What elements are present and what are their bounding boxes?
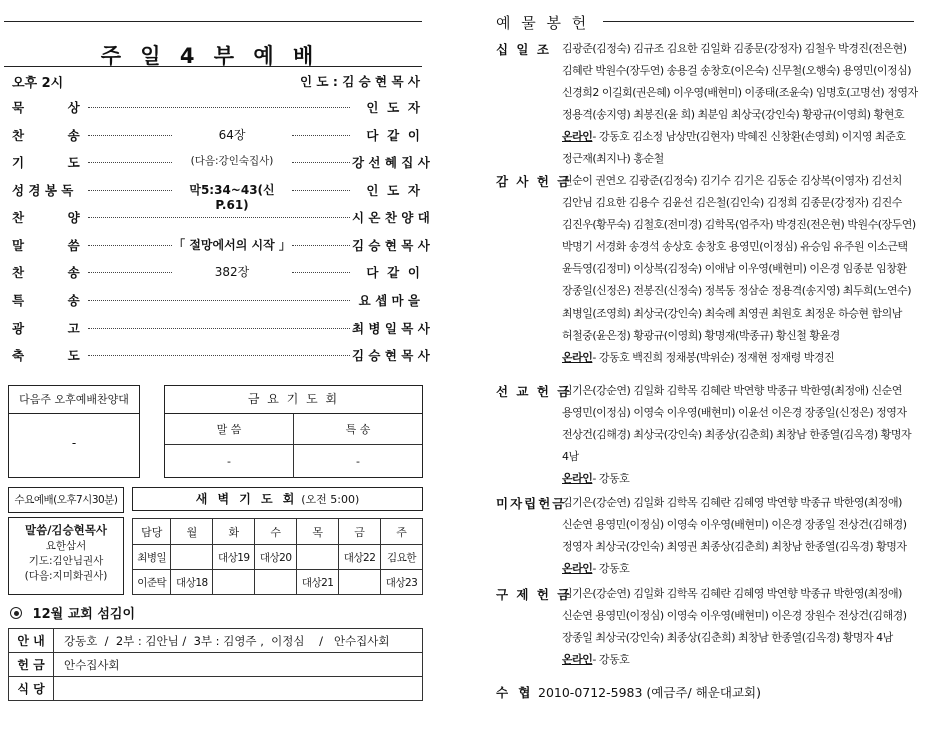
friday-val-sermon: - [165,444,294,478]
dawn-header-cell: 목 [297,519,339,545]
order-item: 「 절망에서의 시작 」 [173,238,291,252]
order-person: 최 병 일 목 사 [352,321,430,336]
team-label: 안 내 [9,629,54,653]
order-person: 시 온 찬 양 대 [352,210,430,225]
online-label: 온라인 [562,350,593,364]
order-item: (다음:강인숙집사) [190,155,274,167]
offering-online-line [562,649,914,671]
order-label: 기 도 [12,155,80,170]
order-person: 김 승 현 목 사 [352,348,430,363]
team-value: 강동호 / 2부 : 김안님 / 3부 : 김영주 , 이정심 / 안수집사회 [54,629,423,653]
dawn-cell: 대상19 [213,545,255,570]
order-person: 인 도 자 [366,100,420,115]
online-label: 온라인 [562,562,593,576]
team-label: 헌 금 [9,653,54,677]
leader-dots [88,135,172,136]
team-label: 식 당 [9,677,54,701]
friday-col-sermon: 말 씀 [165,414,294,444]
online-names: - 강동호 [592,562,630,576]
next-choir-title: 다음주 오후예배찬양대 [9,386,139,414]
offering-line: 정근재(최지나) 홍순철 [562,152,664,166]
dawn-cell [339,570,381,595]
order-person: 다 같 이 [366,265,420,280]
dawn-cell [171,545,213,570]
radio-bullet-icon [10,607,22,619]
offering-line: 김광준(김정숙) 김규조 김요한 김일화 김종문(강정자) 김철우 박경진(전은현) [562,42,907,55]
dawn-header-cell: 담당 [133,519,171,545]
offering-title: 예 물 봉 헌 [496,14,590,32]
leader-dots [88,162,172,163]
offering-online-line [562,558,914,580]
offering-category: 감 사 헌 금 [496,174,572,189]
offering-names [562,583,914,671]
leader-dots [88,355,350,356]
friday-col-special: 특 송 [294,414,423,444]
order-item: 382장 [214,265,250,279]
dawn-cell: 최병일 [133,545,171,570]
offering-names [562,380,914,490]
order-label: 광 고 [12,321,80,336]
dawn-cell: 대상21 [297,570,339,595]
friday-prayer-box [164,385,423,478]
order-label: 성 경 봉 독 [12,183,74,198]
offering-line: 김기은(강순연) 김일화 김학목 김혜란 박연향 박종규 박한영(최정애) 신순연 [562,384,902,397]
dawn-cell [255,570,297,595]
leader-dots [88,328,350,329]
leader-dots [88,190,172,191]
order-person: 요 셉 마 을 [358,293,420,308]
team-value [54,677,423,701]
offering-online-line [562,468,914,490]
top-rule-left [4,21,422,22]
online-label: 온라인 [562,653,593,667]
order-person: 김 승 현 목 사 [352,238,430,253]
top-rule-right [603,21,914,22]
offering-category: 십 일 조 [496,42,551,57]
leader-dots [292,135,350,136]
order-item: 막5:34~43(신 P.61) [189,183,275,212]
service-time: 오후 2시 [12,76,64,91]
order-person: 인 도 자 [366,183,420,198]
offering-names [562,170,914,369]
offering-line: 장종일(신정은) 전봉진(신정숙) 정복동 정삼순 정용격(송지영) 최두희(노연수) [562,284,912,298]
offering-line: 윤득영(김정미) 이상복(김정숙) 이애남 이우영(배현미) 이은경 임종분 임창환 [562,262,907,276]
online-names: - 강동호 김소정 남상만(김현자) 박혜진 신창환(손영희) 이지영 최준호 [592,130,906,144]
dawn-cell: 대상22 [339,545,381,570]
order-row [12,263,420,285]
order-person: 강 선 혜 집 사 [352,155,430,170]
order-label: 말 씀 [12,238,80,253]
next-choir-box [8,385,140,478]
online-names: - 강동호 [592,472,630,486]
dawn-header-cell: 금 [339,519,381,545]
dawn-cell: 대상20 [255,545,297,570]
offering-online-line [562,126,914,148]
leader-dots [88,272,172,273]
next-choir-value: - [71,436,77,450]
offering-line: 신경희2 이길회(권은혜) 이우영(배현미) 이종태(조윤숙) 임명호(고명선) 정영자 [562,86,918,100]
order-label: 축 도 [12,348,80,363]
offering-category: 선 교 헌 금 [496,384,572,399]
dawn-prayer-table [132,518,423,595]
offering-line: 김진우(황무숙) 김철호(전미경) 김학목(엄주자) 박경진(전은현) 박원수(장두연) [562,218,916,232]
service-team-table [8,628,423,701]
dawn-cell: 이준탁 [133,570,171,595]
offering-line: 박명기 서경화 송경석 송상호 송창호 용영민(이정심) 유승임 유주원 이소근택 [562,240,908,254]
offering-line: 장종일 최상국(강인숙) 최종상(김춘희) 최창남 한종열(김옥경) 황명자 4남 [562,631,893,645]
dawn-cell [213,570,255,595]
title-rule [4,66,422,67]
leader-dots [292,162,350,163]
offering-line: 김기은(강순연) 김일화 김학목 김혜란 김혜영 박연향 박종규 박한영(최정애) [562,587,902,600]
offering-category: 미자립헌금 [496,496,567,511]
order-label: 묵 상 [12,100,80,115]
offering-line: 신순연 용영민(이정심) 이영숙 이우영(배현미) 이은경 장종일 전상건(김해경) [562,518,907,532]
service-team-title: 12월 교회 섬김이 [32,607,136,622]
order-row [12,291,420,313]
leader-dots [88,300,350,301]
order-person: 다 같 이 [366,128,420,143]
order-row [12,236,430,258]
offering-category: 구 제 헌 금 [496,587,572,602]
order-row [12,153,430,175]
wednesday-next: (다음:지미화권사) [24,570,108,582]
wednesday-title: 수요예배(오후7시30분) [8,487,124,513]
dawn-header-cell: 화 [213,519,255,545]
leader-dots [292,245,350,246]
dawn-header-cell: 월 [171,519,213,545]
online-label: 온라인 [562,130,593,144]
wednesday-box [8,517,124,595]
offering-online-line [562,347,914,369]
offering-line: 전상건(김해경) 최상국(강인숙) 최종상(김춘희) 최창남 한종열(김옥경) 황명자 [562,428,912,442]
order-label: 찬 송 [12,265,80,280]
order-label: 찬 송 [12,128,80,143]
friday-prayer-table [165,414,422,478]
service-team-heading [10,603,135,622]
leader-dots [88,245,172,246]
page-title: 주 일 4 부 예 배 [100,44,320,68]
offering-line: 4남 [562,450,579,464]
wednesday-prayer: 기도:김안님권사 [28,555,104,567]
offering-line: 신순연 용영민(이정심) 이영숙 이우영(배현미) 이은경 장원수 전상건(김해경) [562,609,907,623]
offering-line: 권순이 권연오 김광준(김정숙) 김기수 김기은 김동순 김상복(이영자) 김선치 [562,174,902,187]
offering-line: 정영자 최상국(강인숙) 최영권 최종상(김춘희) 최창남 한종열(김옥경) 황명자 [562,540,907,554]
order-row [12,346,430,368]
wednesday-scripture: 요한삼서 [45,540,87,552]
service-leader: 인 도 : 김 승 현 목 사 [300,74,420,89]
order-row [12,181,420,212]
order-row [12,319,430,341]
order-row [12,126,420,148]
offering-line: 용영민(이정심) 이영숙 이우영(배현미) 이윤선 이은경 장종일(신정은) 정영자 [562,406,907,420]
order-row [12,98,420,120]
dawn-header-cell: 수 [255,519,297,545]
account-number: 2010-0712-5983 (예금주/ 해운대교회) [538,685,761,700]
offering-line: 김혜란 박원수(장두연) 송용걸 송창호(이은숙) 신무철(오행숙) 용영민(이정심) [562,64,912,78]
friday-val-special: - [294,444,423,478]
team-value: 안수집사회 [54,653,423,677]
account-label: 수 협 [496,685,534,700]
offering-names [562,38,918,171]
dawn-prayer-title: 새 벽 기 도 회 [195,492,298,506]
offering-line: 김안님 김요한 김용수 김윤선 김은철(김인숙) 김정희 김종문(강정자) 김진수 [562,196,902,210]
dawn-cell [297,545,339,570]
wednesday-sermon: 말씀/김승현목사 [25,523,107,537]
friday-prayer-title: 금 요 기 도 회 [165,386,422,414]
online-names: - 강동호 [592,653,630,667]
online-names: - 강동호 백진희 정채봉(박위순) 정재현 정재령 박경진 [592,350,835,364]
dawn-header-cell: 주 [381,519,423,545]
dawn-prayer-time: (오전 5:00) [301,493,360,506]
offering-line: 정용격(송지영) 최봉진(윤 희) 최분임 최상국(강인숙) 황광규(이영희) 황현호 [562,108,904,122]
offering-names [562,492,914,580]
leader-dots [88,107,350,108]
order-item: 64장 [218,128,246,142]
order-label: 특 송 [12,293,80,308]
offering-line: 허철중(윤은정) 황광규(이영희) 황명재(박종규) 황신철 황윤경 [562,328,840,342]
order-row [12,208,430,230]
order-label: 찬 양 [12,210,80,225]
offering-line: 김기은(강순연) 김일화 김학목 김혜란 김혜영 박연향 박종규 박한영(최정애) [562,496,902,509]
dawn-cell: 대상23 [381,570,423,595]
leader-dots [88,217,350,218]
offering-line: 최병일(조영희) 최상국(강인숙) 최숙례 최영권 최원호 최정운 하승현 함의남 [562,306,902,320]
dawn-prayer-header [132,487,423,511]
leader-dots [292,190,350,191]
leader-dots [292,272,350,273]
online-label: 온라인 [562,472,593,486]
dawn-cell: 김요한 [381,545,423,570]
dawn-cell: 대상18 [171,570,213,595]
